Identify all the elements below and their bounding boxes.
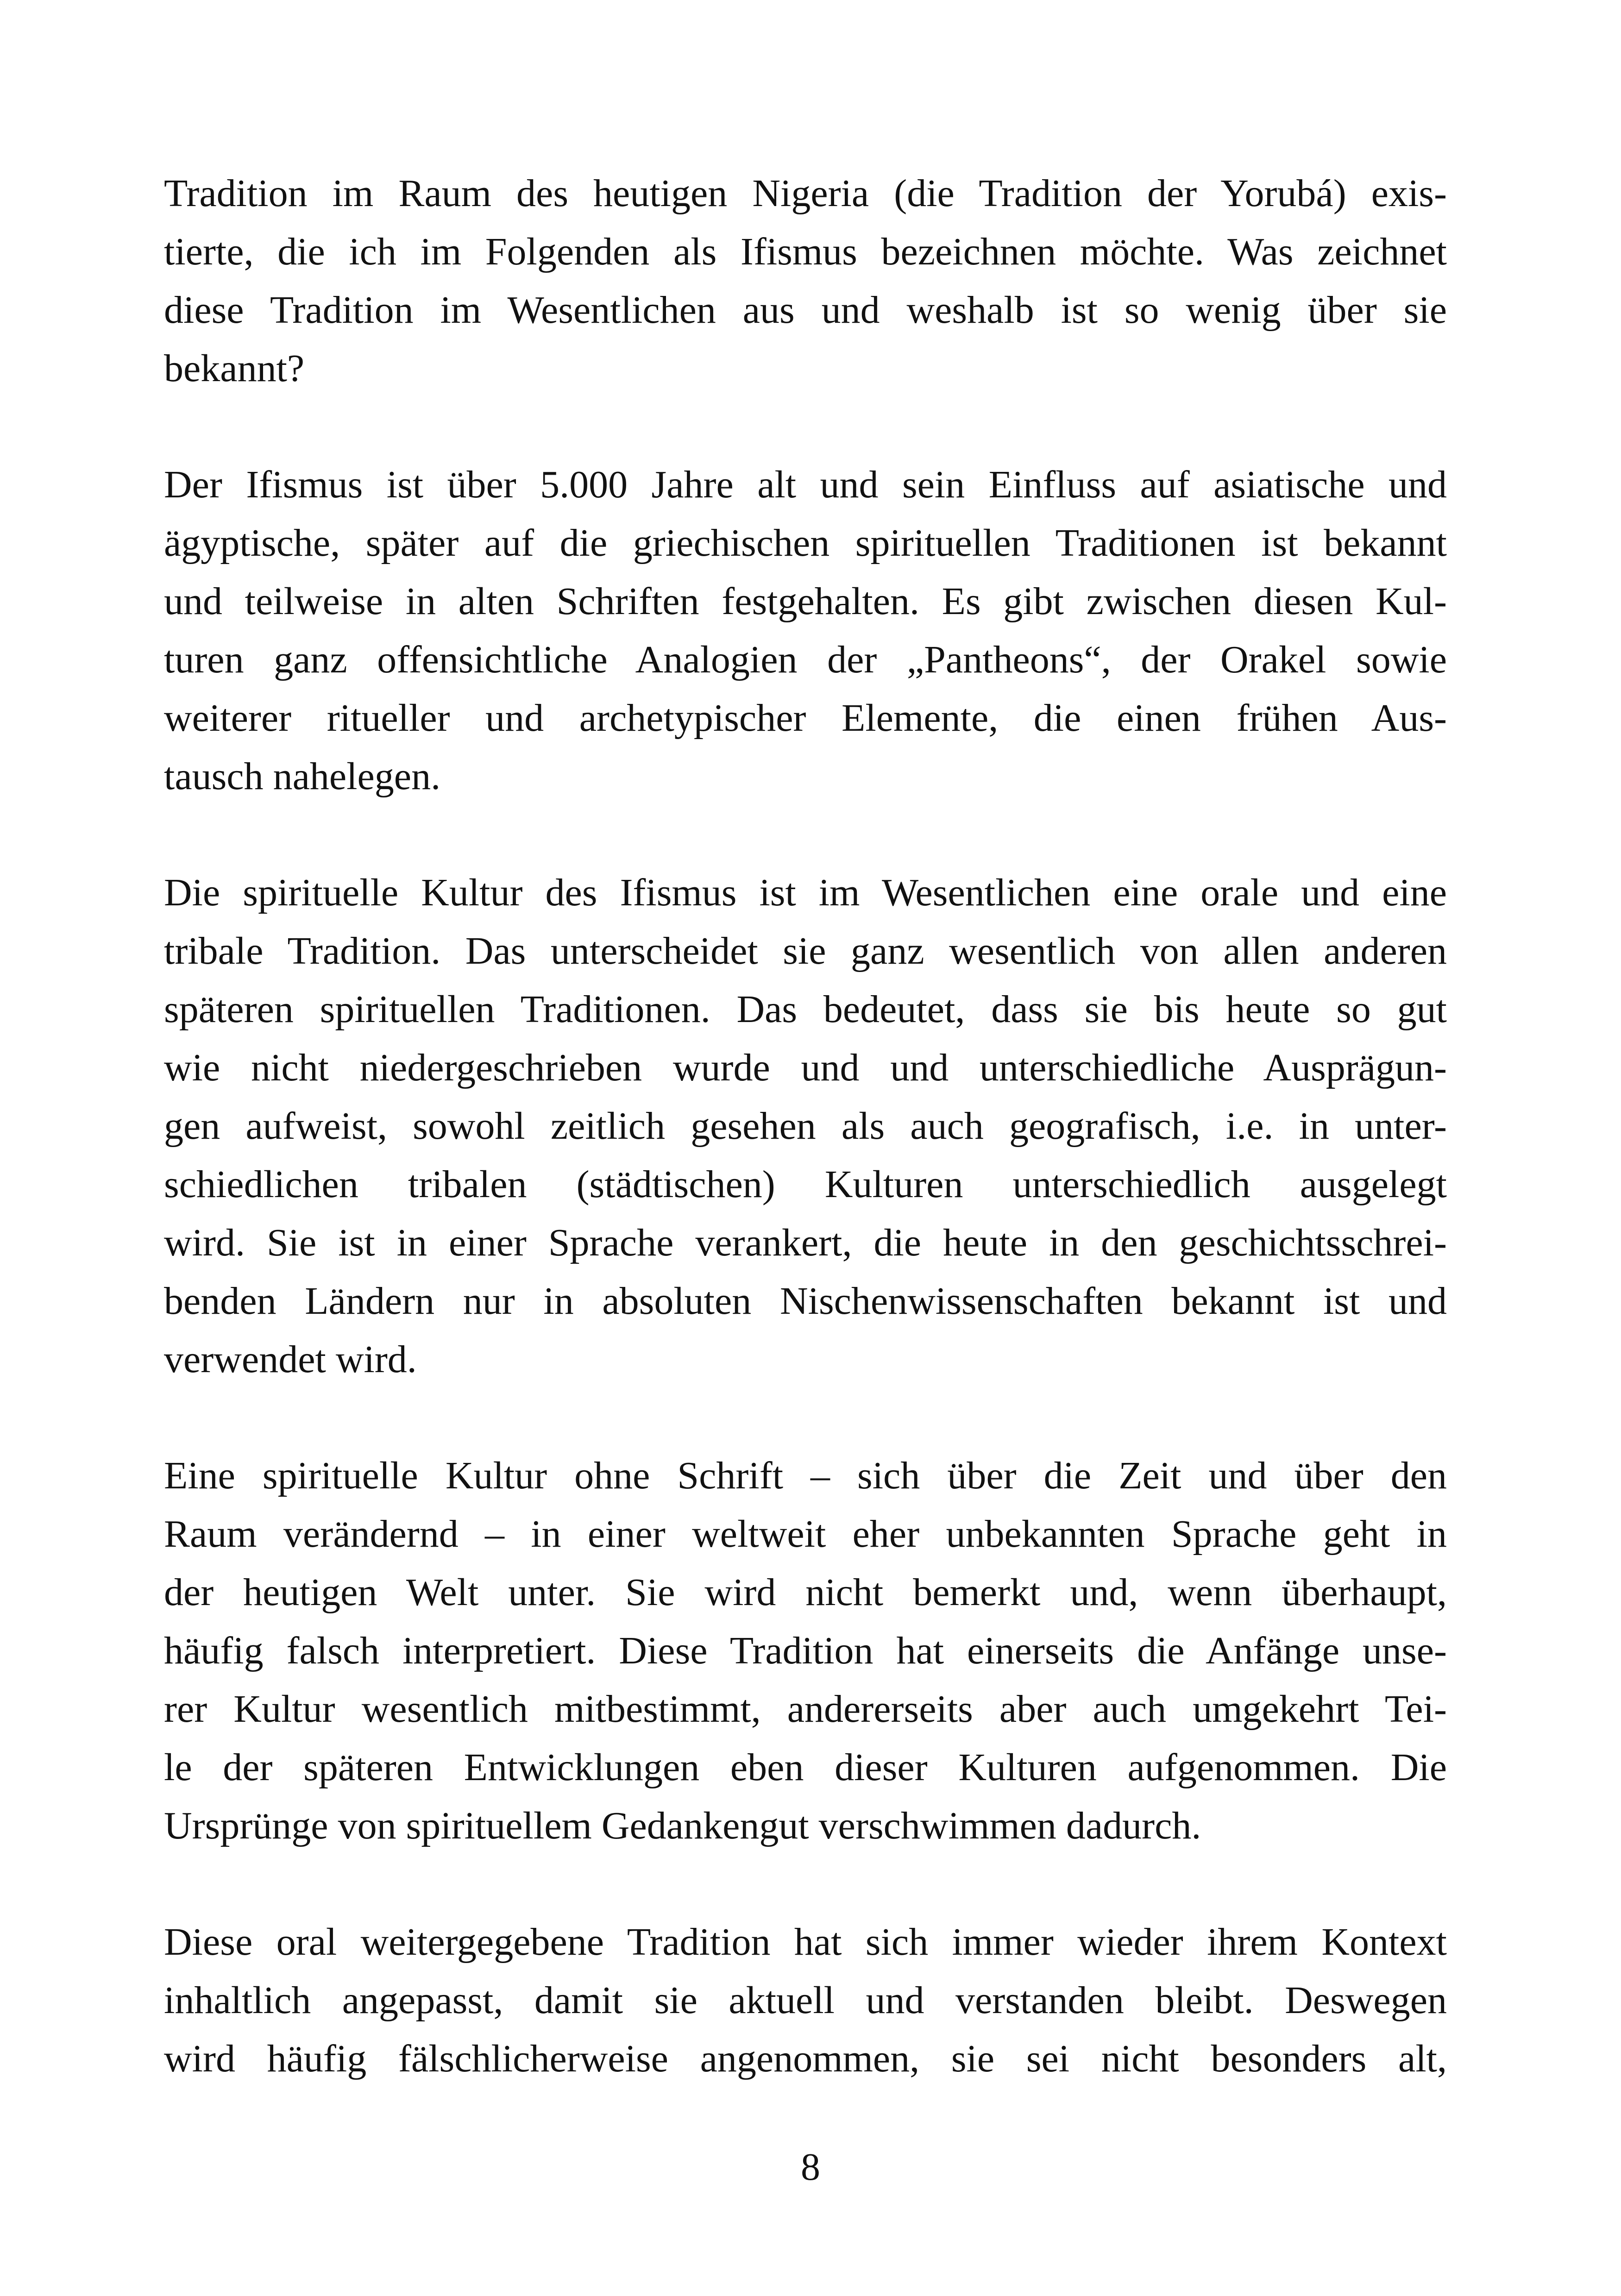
text-line: Die spirituelle Kultur des Ifismus ist im Wesentlichen eine orale und eine xyxy=(164,871,1447,914)
paragraph-2 xyxy=(164,456,1447,806)
text-line: tierte, die ich im Folgenden als Ifismus bezeichnen möchte. Was zeichnet xyxy=(164,230,1447,273)
text-line: benden Ländern nur in absoluten Nischenwissenschaften bekannt ist und xyxy=(164,1280,1447,1323)
text-line: tribale Tradition. Das unterscheidet sie ganz wesentlich von allen anderen xyxy=(164,929,1447,972)
text-line: inhaltlich angepasst, damit sie aktuell und verstanden bleibt. Deswegen xyxy=(164,1979,1447,2022)
text-line: wie nicht niedergeschrieben wurde und und unterschiedliche Ausprägun- xyxy=(164,1046,1447,1089)
paragraph-3 xyxy=(164,864,1447,1389)
text-line: Diese oral weitergegebene Tradition hat sich immer wieder ihrem Kontext xyxy=(164,1920,1447,1964)
text-line: diese Tradition im Wesentlichen aus und weshalb ist so wenig über sie xyxy=(164,289,1447,332)
text-line: Der Ifismus ist über 5.000 Jahre alt und sein Einfluss auf asiatische und xyxy=(164,463,1447,506)
text-line: gen aufweist, sowohl zeitlich gesehen als auch geografisch, i.e. in unter- xyxy=(164,1104,1447,1148)
paragraph-gap xyxy=(164,806,1447,864)
text-line: späteren spirituellen Traditionen. Das bedeutet, dass sie bis heute so gut xyxy=(164,988,1447,1031)
text-line: schiedlichen tribalen (städtischen) Kulturen unterschiedlich ausgelegt xyxy=(164,1163,1447,1206)
text-line: weiterer ritueller und archetypischer Elemente, die einen frühen Aus- xyxy=(164,696,1447,740)
paragraph-5 xyxy=(164,1913,1447,2088)
paragraph-gap xyxy=(164,398,1447,456)
text-line: wird. Sie ist in einer Sprache verankert, die heute in den geschichtsschrei- xyxy=(164,1221,1447,1264)
text-line: ägyptische, später auf die griechischen spirituellen Traditionen ist bekannt xyxy=(164,521,1447,565)
text-line: verwendet wird. xyxy=(164,1338,417,1381)
text-line: wird häufig fälschlicherweise angenommen, sie sei nicht besonders alt, xyxy=(164,2037,1447,2080)
text-line: Raum verändernd – in einer weltweit eher unbekannten Sprache geht in xyxy=(164,1512,1447,1556)
text-line: le der späteren Entwicklungen eben dieser Kulturen aufgenommen. Die xyxy=(164,1746,1447,1789)
text-line: tausch nahelegen. xyxy=(164,755,441,798)
text-line: häufig falsch interpretiert. Diese Tradition hat einerseits die Anfänge unse- xyxy=(164,1629,1447,1672)
text-line: turen ganz offensichtliche Analogien der „Pantheons“, der Orakel sowie xyxy=(164,638,1447,681)
text-line: der heutigen Welt unter. Sie wird nicht bemerkt und, wenn überhaupt, xyxy=(164,1571,1447,1614)
page-number: 8 xyxy=(801,2145,820,2189)
text-line: rer Kultur wesentlich mitbestimmt, andererseits aber auch umgekehrt Tei- xyxy=(164,1687,1447,1731)
text-line: Tradition im Raum des heutigen Nigeria (die Tradition der Yorubá) exis- xyxy=(164,172,1447,215)
text-line: und teilweise in alten Schriften festgehalten. Es gibt zwischen diesen Kul- xyxy=(164,580,1447,623)
body-text xyxy=(164,164,1447,2088)
text-line: bekannt? xyxy=(164,347,305,390)
paragraph-gap xyxy=(164,1389,1447,1447)
paragraph-gap xyxy=(164,1855,1447,1913)
text-line: Eine spirituelle Kultur ohne Schrift – sich über die Zeit und über den xyxy=(164,1454,1447,1497)
paragraph-1 xyxy=(164,164,1447,398)
text-line: Ursprünge von spirituellem Gedankengut verschwimmen dadurch. xyxy=(164,1804,1201,1847)
paragraph-4 xyxy=(164,1447,1447,1855)
